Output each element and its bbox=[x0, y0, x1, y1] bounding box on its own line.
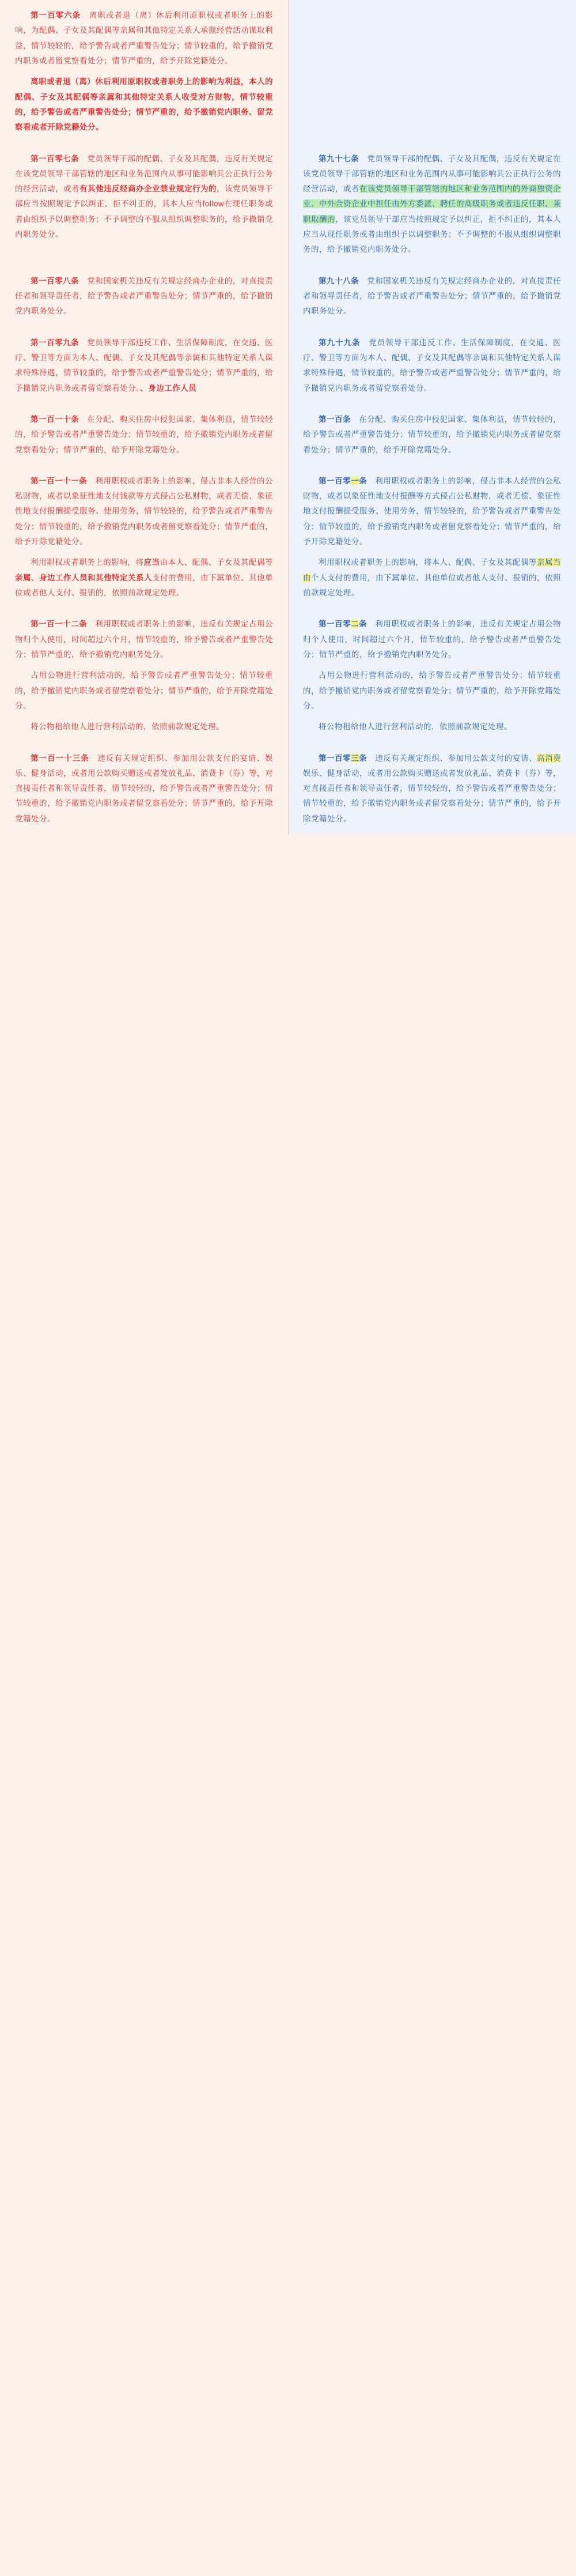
article-paragraph bbox=[15, 474, 273, 550]
old-version-cell bbox=[0, 743, 288, 835]
column-divider bbox=[288, 0, 289, 835]
highlighted-text: 高消费 bbox=[536, 753, 562, 763]
paragraph bbox=[15, 555, 273, 601]
text-run: 应当 bbox=[143, 558, 160, 567]
article-number: 十 bbox=[63, 414, 71, 424]
text-run: 支付的费用，由下属单位、其他单位或者他人支付、报销的，依照前款规定处理。 bbox=[15, 573, 273, 597]
text-run: ，该党员领导干部应当按照规定予以纠正，拒不纠正的，其本人应当follow在现任职务或者由组织予以调整职务；不予调整的不服从组织调整职务的，给予撤销党内职务处分。 bbox=[15, 184, 273, 239]
article-paragraph bbox=[15, 617, 273, 662]
text-run: 娱乐、健身活动，或者用公款购买赠送或者发放礼品、消费卡（券）等，对直接责任者和领导责任者，情节较轻的，给予警告或者严重警告处分；情节较重的，给予撤销党内职务或者留党察看处分；情节严重的，给予开除党籍处分。 bbox=[303, 768, 561, 823]
article-paragraph bbox=[15, 335, 273, 396]
article-number: 第九十八条 bbox=[319, 276, 359, 285]
article-paragraph bbox=[303, 412, 561, 458]
text-run: 利用职权或者职务上的影响，将 bbox=[31, 558, 144, 567]
text-run: 违反有关规定组织、参加用公款支付的宴请、娱乐、健身活动，或者用公款购买赠送或者发放礼品、消费卡（券）等，对直接责任者和领导责任者，情节较轻的，给予警告或者严重警告处分；情节较重的，给予撤销党内职务或者留党察看处分；情节严重的，给予开除党籍处分。 bbox=[15, 753, 273, 823]
text-run: 党员领导干部违反工作、生活保障制度，在交通、医疗、警卫等方面为本人、配偶、子女及其配偶等亲属和其他特定关系人谋求特殊待遇，情节较重的，给予警告或者严重警告处分；情节严重的，给予撤销党内职务或者留党察看处分。 bbox=[303, 338, 562, 393]
new-version-cell bbox=[288, 743, 576, 835]
old-version-cell bbox=[0, 609, 288, 742]
text-run: 在分配、购买住房中侵犯国家、集体利益，情节较轻的，给予警告或者严重警告处分；情节较重的，给予撤销党内职务或者留党察看处分；情节严重的，给予开除党籍处分。 bbox=[15, 414, 274, 454]
new-version-cell bbox=[288, 609, 576, 742]
text-run: 占用公物进行营利活动的，给予警告或者严重警告处分；情节较重的，给予撤销党内职务或者留党察看处分；情节严重的，给予开除党籍处分。 bbox=[303, 671, 561, 710]
article-number: 第一百条 bbox=[319, 414, 351, 424]
text-run: 个人支付的费用，由下属单位、其他单位或者他人支付、报销的，依照前款规定处理。 bbox=[303, 573, 561, 597]
text-run: 利用职权或者职务上的影响，侵占非本人经营的公私财物，或者以象征性地支付钱款等方式侵占公私财物，或者无偿、象征性地支付报酬提受服务、使用劳务，情节较轻的，给予警告或者严重警告处分；情节较重的，给予撤销党内职务或者留党察看处分；情节严重的，给予开除党籍处分。 bbox=[15, 476, 274, 546]
text-run: 利用职权或者职务上的影响，违反有关规定占用公物归个人使用，时间超过六个月，情节较重的，给予警告或者严重警告处分；情节严重的，给予撤销党内职务处分。 bbox=[303, 620, 562, 659]
article-paragraph bbox=[15, 8, 273, 69]
article-number: 二 bbox=[351, 620, 359, 629]
text-run: 党员领导干部的配偶、子女及其配偶，违反有关规定在该党员领导干部管辖的地区和业务范围内从事可能影响其公正执行公务的经营活动，或者 bbox=[15, 154, 274, 194]
article-number: 条 bbox=[71, 414, 79, 424]
text-run: 离职或者退（离）休后利用原职权或者职务上的影响为利益，本人的配偶、子女及其配偶等亲属和其他特定关系人收受对方财物，情节较重的，给予警告或者严重警告处分；情节严重的，给予撤销党内职务、留党察看或者开除党籍处分。 bbox=[15, 77, 273, 132]
paragraph bbox=[15, 668, 273, 714]
text-run: 有其他违反经商办企业禁业规定行为的 bbox=[79, 184, 217, 194]
paragraph bbox=[15, 74, 273, 135]
article-number: 第一百零 bbox=[319, 476, 351, 485]
text-run: 党员领导干部违反工作、生活保障制度，在交通、医疗、警卫等方面为本人、配偶、子女及其配偶等亲属和其他特定关系人谋求特殊待遇，情节较重的，给予警告或者严重警告处分；情节严重的，给予撤销党内职务或者留党察看处分。 bbox=[15, 338, 274, 393]
article-number: 第一百一十一条 bbox=[31, 476, 88, 485]
comparison-document bbox=[0, 0, 576, 835]
article-paragraph bbox=[15, 274, 273, 319]
article-paragraph bbox=[303, 751, 561, 827]
new-version-cell bbox=[288, 0, 576, 144]
article-number: 第一百一 bbox=[31, 414, 63, 424]
article-paragraph bbox=[303, 617, 561, 662]
paragraph bbox=[303, 719, 561, 734]
article-number: 第一百一十二条 bbox=[31, 620, 88, 629]
article-number: 第一百零 bbox=[319, 620, 351, 629]
text-run: 亲属 bbox=[15, 573, 31, 582]
article-number: 第一百零 bbox=[319, 753, 351, 763]
article-paragraph bbox=[303, 474, 561, 550]
text-run: 离职或者退（离）休后利用原职权或者职务上的影响，为配偶、子女及其配偶等亲属和其他特定关系人承揽经营活动谋取利益，情节较轻的，给予 bbox=[15, 11, 274, 50]
old-version-cell bbox=[0, 404, 288, 466]
new-version-cell bbox=[288, 144, 576, 266]
highlighted-text: 在该党员领导干部管辖的地区和业务范围内的外商独资企业、中外合资企业中担任由外方委派、聘任的高级职务或者违反任职、兼职取酬的 bbox=[303, 184, 561, 224]
article-number: 第九十九条 bbox=[319, 338, 361, 347]
old-version-cell bbox=[0, 266, 288, 327]
text-run: 利用职权或者职务上的影响，违反有关规定占用公物归个人使用，时间超过六个月，情节较重的，给予警告或者严重警告处分；情节严重的，给予撤销党内职务处分。 bbox=[15, 620, 274, 659]
highlighted-text: 亲属当由 bbox=[303, 558, 562, 582]
article-paragraph bbox=[15, 751, 273, 827]
text-run: 利用职权或者职务上的影响，侵占非本人经营的公私财物，或者以象征性地支付报酬等方式侵占公私财物，或者无偿、象征性地支付报酬提受服务、使用劳务，情节较轻的，给予警告或者严重警告处分；情节较重的，给予撤销党内职务或者留党察看处分；情节严重的，给予开除党籍处分。 bbox=[303, 476, 562, 546]
text-run: 党和国家机关违反有关规定经商办企业的，对直接责任者和领导责任者，给予警告或者严重警告处分；情节严重的，给予撤销党内职务处分。 bbox=[303, 276, 562, 316]
new-version-cell bbox=[288, 327, 576, 404]
text-run: 、 bbox=[31, 573, 39, 582]
article-number: 第一百零八条 bbox=[31, 276, 79, 285]
old-version-cell bbox=[0, 466, 288, 609]
new-version-cell bbox=[288, 466, 576, 609]
old-version-cell bbox=[0, 327, 288, 404]
article-number: 条 bbox=[359, 753, 367, 763]
paragraph bbox=[303, 555, 561, 601]
text-run: 警告或者严重警告处分 bbox=[96, 41, 176, 50]
article-number: 第九十七条 bbox=[319, 154, 359, 163]
article-number: 一 bbox=[351, 476, 359, 485]
article-number: 第一百零六条 bbox=[31, 11, 81, 20]
article-paragraph bbox=[15, 412, 273, 458]
text-run: 党员领导干部的配偶、子女及其配偶，违反有关规定在该党员领导干部管辖的地区和业务范围内从事可能影响其公正执行公务的经营活动，或者 bbox=[303, 154, 562, 194]
new-version-cell bbox=[288, 404, 576, 466]
text-run: 将公物租给他人进行营利活动的，依照前款规定处理。 bbox=[319, 722, 512, 731]
text-run: ，该党员领导干部应当按照规定予以纠正，拒不纠正的，其本人应当从现任职务或者由组织予以调整职务；不予调整的不服从组织调整职务的，给予撤销党内职务处分。 bbox=[303, 214, 561, 254]
text-run: 将公物租给他人进行营利活动的，依照前款规定处理。 bbox=[31, 722, 224, 731]
text-run: 违反有关规定组织、参加用公款支付的宴请、 bbox=[367, 753, 537, 763]
paragraph bbox=[303, 668, 561, 714]
article-number: 条 bbox=[359, 476, 367, 485]
new-version-cell bbox=[288, 266, 576, 327]
old-version-cell bbox=[0, 144, 288, 266]
text-run: 在分配、购买住房中侵犯国家、集体利益，情节较轻的，给予警告或者严重警告处分；情节较重的，给予撤销党内职务或者留党察看处分；情节严重的，给予开除党籍处分。 bbox=[303, 414, 562, 454]
article-paragraph bbox=[303, 152, 561, 258]
text-run: ；情节较重的，给予撤销党内职务或者留党察看处分；情节严重的，给予开除党籍处分。 bbox=[15, 41, 273, 65]
article-number: 第一百零九条 bbox=[31, 338, 79, 347]
article-number: 三 bbox=[351, 753, 359, 763]
text-run: 、身边工作人员 bbox=[140, 383, 197, 393]
paragraph bbox=[15, 719, 273, 734]
article-number: 第一百零七条 bbox=[31, 154, 79, 163]
article-paragraph bbox=[303, 335, 561, 396]
article-number: 条 bbox=[359, 620, 367, 629]
article-paragraph bbox=[15, 152, 273, 243]
article-paragraph bbox=[303, 274, 561, 319]
article-number: 第一百一十三条 bbox=[31, 753, 89, 763]
text-run: 身边工作人员和其他特定关系人 bbox=[39, 573, 152, 582]
text-run: 由本人、配偶、子女及其配偶等 bbox=[160, 558, 274, 567]
text-run: 占用公物进行营利活动的，给予警告或者严重警告处分；情节较重的，给予撤销党内职务或者留党察看处分；情节严重的，给予开除党籍处分。 bbox=[15, 671, 273, 710]
text-run: 利用职权或者职务上的影响，将本人、配偶、子女及其配偶等 bbox=[319, 558, 537, 567]
text-run: 党和国家机关违反有关规定经商办企业的，对直接责任者和领导责任者，给予警告或者严重警告处分；情节严重的，给予撤销党内职务处分。 bbox=[15, 276, 274, 316]
old-version-cell bbox=[0, 0, 288, 144]
